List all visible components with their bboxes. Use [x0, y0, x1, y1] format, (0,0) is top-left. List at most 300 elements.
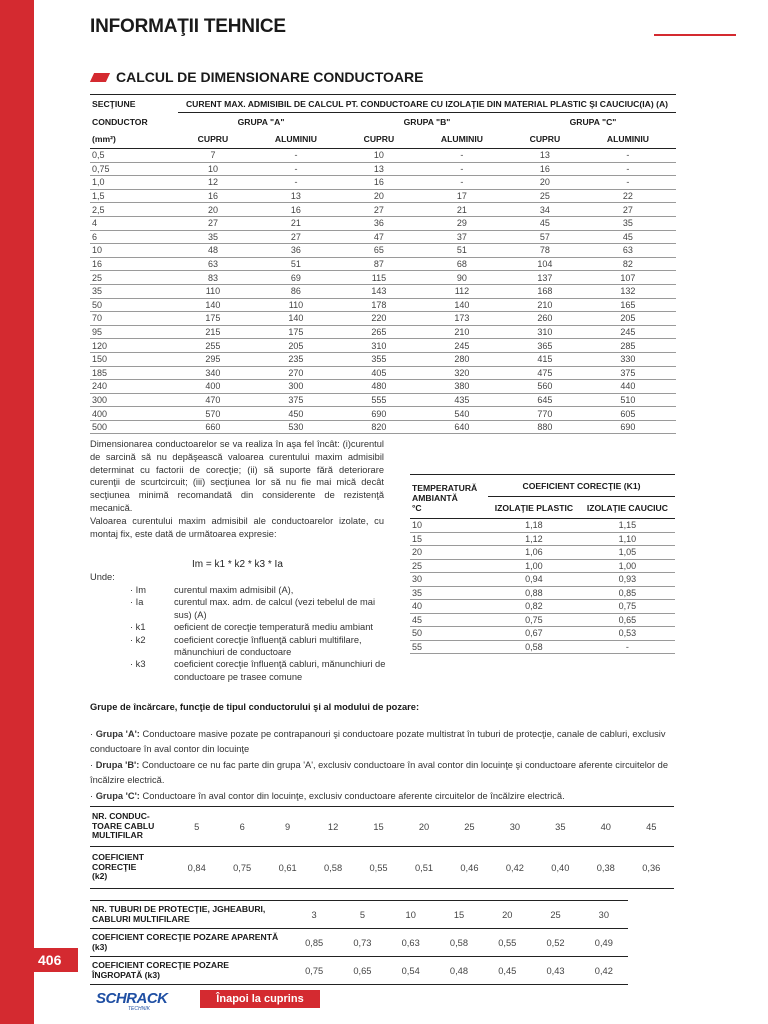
paragraph-2: Valoarea curentului maxim admisibil ale conductoarelor izolate, cu montaj fix, este dată de următoarea expresie: — [90, 515, 384, 539]
definition-text: oeficient de corecţie temperatură mediu ambiant — [174, 622, 373, 633]
table-cell: 45 — [510, 216, 580, 230]
table-cell: 0,49 — [580, 929, 628, 957]
table-cell: 50 — [410, 627, 488, 641]
definition-item — [130, 621, 390, 633]
table-cell: 10 — [344, 149, 414, 163]
table-cell: 20 — [178, 203, 248, 217]
table-cell: 178 — [344, 298, 414, 312]
table-cell: 29 — [414, 216, 510, 230]
table-cell: 1,10 — [580, 532, 675, 546]
table-cell: 470 — [178, 393, 248, 407]
k1-sub-header: IZOLAŢIE PLASTIC — [494, 502, 574, 513]
table-cell: 570 — [178, 407, 248, 421]
table-cell: 645 — [510, 393, 580, 407]
definition-item — [130, 584, 390, 596]
definition-text: coeficient corecţie înfluenţă cabluri multifilare, mănunchiuri de conductoare — [174, 634, 362, 658]
table-cell: 265 — [344, 325, 414, 339]
table-cell: 0,42 — [580, 957, 628, 985]
table-cell: 17 — [414, 189, 510, 203]
table-cell: 30 — [580, 901, 628, 929]
table-cell: 690 — [580, 420, 676, 434]
group-b-header: GRUPA "B" — [403, 116, 451, 127]
table-cell: 380 — [414, 380, 510, 394]
current-capacity-table — [90, 94, 676, 434]
table-cell: 240 — [90, 380, 178, 394]
group-a-text: Conductoare masive pozate pe contrapanouri şi conductoare pozate multistrat în tuburi de protecţie, canale de cabluri, exclusiv conductoare în aval contor din locuinţe — [90, 729, 666, 755]
table-cell: 375 — [580, 366, 676, 380]
table-cell: 25 — [410, 559, 488, 573]
table-cell: - — [580, 176, 676, 190]
table-cell: 0,58 — [488, 640, 580, 654]
table-cell: 0,94 — [488, 573, 580, 587]
table-cell: 0,61 — [265, 847, 310, 889]
table-cell: 48 — [178, 244, 248, 258]
k1-table — [410, 474, 675, 654]
definition-item — [130, 634, 390, 659]
table-cell: 0,5 — [90, 149, 178, 163]
table-cell: 37 — [414, 230, 510, 244]
table-cell: 112 — [414, 284, 510, 298]
group-c-text: Conductoare în aval contor din locuinţe, exclusiv conductoare aferente circuitelor de încălzire electrică. — [142, 790, 565, 801]
table-cell: 22 — [580, 189, 676, 203]
table-cell: 415 — [510, 352, 580, 366]
table-row — [410, 573, 675, 587]
table-cell: 110 — [248, 298, 344, 312]
table-cell: 400 — [90, 407, 178, 421]
table-cell: 36 — [344, 216, 414, 230]
table-cell: 143 — [344, 284, 414, 298]
table-cell: 365 — [510, 339, 580, 353]
table-row — [90, 420, 676, 434]
table-cell: 0,58 — [310, 847, 355, 889]
table-cell: 20 — [344, 189, 414, 203]
table-cell: 245 — [414, 339, 510, 353]
table-cell: 330 — [580, 352, 676, 366]
table-cell: 0,75 — [488, 613, 580, 627]
table-cell: 120 — [90, 339, 178, 353]
label-line: COEFICIENT — [92, 851, 145, 862]
table-row — [410, 627, 675, 641]
table-cell: 12 — [310, 807, 355, 847]
table-cell: 0,36 — [629, 847, 674, 889]
table-cell: 0,73 — [338, 929, 386, 957]
table-cell: 5 — [338, 901, 386, 929]
definition-symbol: · k2 — [130, 634, 146, 645]
table-cell: 0,75 — [219, 847, 264, 889]
table-cell: 210 — [414, 325, 510, 339]
table-cell: 1,12 — [488, 532, 580, 546]
table-cell: 45 — [580, 230, 676, 244]
paragraph-1: Dimensionarea conductoarelor se va realiza în aşa fel încât: (i)curentul de sarcină să nu depăşească valoarea curentului maxim admisibil determinat cu factorii de corecţie; (ii) să suporte fără deteriorare curenţii de scurtcircuit; (iii) secţiunea lor să nu fie mai mică decât secţiunea minimă recomandată din considerente de rezistenţă mecanică. — [90, 439, 384, 513]
label-line: ÎNGROPATĂ (k3) — [92, 969, 160, 980]
col-header-section-3: (mm²) — [90, 131, 178, 149]
table-row — [410, 613, 675, 627]
table-cell: 137 — [510, 271, 580, 285]
table-cell: 25 — [447, 807, 492, 847]
col-header-section-1: SECŢIUNE — [90, 95, 178, 113]
table-cell: - — [248, 162, 344, 176]
table-cell: 27 — [580, 203, 676, 217]
label-line: NR. CONDUC- — [92, 810, 150, 821]
table-cell: 173 — [414, 312, 510, 326]
table-row — [90, 257, 676, 271]
table-cell: 21 — [414, 203, 510, 217]
table-cell: 35 — [178, 230, 248, 244]
table-cell: 0,65 — [338, 957, 386, 985]
groups-list — [90, 727, 680, 804]
table-cell: 0,51 — [401, 847, 446, 889]
k1-top-header: COEFICIENT CORECŢIE (K1) — [488, 475, 675, 497]
table-row — [90, 298, 676, 312]
material-header: ALUMINIU — [248, 131, 344, 149]
group-c-label: Grupa 'C': — [95, 790, 140, 801]
table-cell: 90 — [414, 271, 510, 285]
table-cell: 0,43 — [531, 957, 579, 985]
table-cell: 0,82 — [488, 600, 580, 614]
table-row — [90, 284, 676, 298]
table-cell: 0,58 — [435, 929, 483, 957]
table-cell: 340 — [178, 366, 248, 380]
table-row — [90, 244, 676, 258]
table-cell: 4 — [90, 216, 178, 230]
group-c-item: · Grupa 'C': Conductoare în aval contor din locuinţe, exclusiv conductoare aferente circuitelor de încălzire electrică. — [90, 790, 565, 801]
table-cell: 175 — [178, 312, 248, 326]
table-row — [90, 230, 676, 244]
table-cell: 168 — [510, 284, 580, 298]
table-cell: 16 — [248, 203, 344, 217]
table-cell: 107 — [580, 271, 676, 285]
table-cell: 57 — [510, 230, 580, 244]
table-cell: - — [580, 162, 676, 176]
table-cell: 140 — [414, 298, 510, 312]
table-row — [90, 162, 676, 176]
definition-item — [130, 596, 390, 621]
k1-col-header — [410, 475, 488, 519]
table-row — [410, 640, 675, 654]
table-row — [410, 559, 675, 573]
table-cell: 0,40 — [538, 847, 583, 889]
table-cell: 1,18 — [488, 519, 580, 533]
table-cell: 0,85 — [580, 586, 675, 600]
table-cell: 82 — [580, 257, 676, 271]
table-cell: 0,42 — [492, 847, 537, 889]
group-c-header: GRUPA "C" — [569, 116, 617, 127]
table-cell: 30 — [410, 573, 488, 587]
table-cell: 1,06 — [488, 546, 580, 560]
table-cell: 640 — [414, 420, 510, 434]
table-cell: 69 — [248, 271, 344, 285]
table-cell: - — [580, 149, 676, 163]
table-cell: 320 — [414, 366, 510, 380]
table-cell: 1,15 — [580, 519, 675, 533]
k2-table — [90, 806, 674, 889]
k3-row-label — [90, 901, 290, 929]
table-cell: 13 — [510, 149, 580, 163]
table-cell: 40 — [583, 807, 628, 847]
table-cell: 27 — [178, 216, 248, 230]
table-cell: 820 — [344, 420, 414, 434]
table-row — [90, 176, 676, 190]
k2-row-label — [90, 847, 174, 889]
table-cell: 70 — [90, 312, 178, 326]
table-cell: - — [580, 640, 675, 654]
material-header: CUPRU — [510, 131, 580, 149]
group-b-item: · Drupa 'B': Conductoare ce nu fac parte din grupa 'A', exclusiv conductoare în aval contor din locuinţe şi conductoare aferente circuitelor de încălzire electrică. — [90, 759, 669, 786]
table-cell: 210 — [510, 298, 580, 312]
table-cell: 45 — [629, 807, 674, 847]
definition-symbol: · Im — [130, 585, 147, 595]
header-divider — [654, 34, 736, 36]
definition-text: coeficient corecţie înfluenţă cabluri, mănunchiuri de conductoare pe trasee comune — [174, 659, 386, 682]
table-cell: 405 — [344, 366, 414, 380]
table-cell: 6 — [219, 807, 264, 847]
label-line: (k2) — [92, 871, 108, 882]
table-cell: 440 — [580, 380, 676, 394]
table-cell: 1,00 — [488, 559, 580, 573]
table-cell: 9 — [265, 807, 310, 847]
table-cell: 300 — [90, 393, 178, 407]
table-row — [90, 352, 676, 366]
formula: Im = k1 * k2 * k3 * Ia — [192, 559, 283, 570]
table-cell: 605 — [580, 407, 676, 421]
page-title: INFORMAŢII TEHNICE — [90, 16, 286, 37]
table-row — [90, 380, 676, 394]
material-header: CUPRU — [178, 131, 248, 149]
material-header: ALUMINIU — [414, 131, 510, 149]
table-row — [90, 366, 676, 380]
definition-symbol: · Ia — [130, 597, 144, 608]
table-cell: 15 — [410, 532, 488, 546]
k1-col-header-line: TEMPERATURĂ — [412, 482, 478, 493]
table-cell: 87 — [344, 257, 414, 271]
table-cell: 36 — [248, 244, 344, 258]
table-cell: 0,55 — [483, 929, 531, 957]
logo-subtext: TECHNIK — [128, 1006, 150, 1012]
table-cell: 480 — [344, 380, 414, 394]
table-row — [90, 325, 676, 339]
table-cell: 260 — [510, 312, 580, 326]
group-b-text: Conductoare ce nu fac parte din grupa 'A', exclusiv conductoare în aval contor din locuinţe şi conductoare aferente circuitelor de încălzire electrică. — [90, 759, 669, 786]
table-cell: 51 — [248, 257, 344, 271]
table-cell: 27 — [344, 203, 414, 217]
definition-item — [130, 658, 390, 683]
definition-symbol: · k1 — [130, 622, 146, 633]
table-cell: 355 — [344, 352, 414, 366]
table-cell: 13 — [344, 162, 414, 176]
table-cell: 560 — [510, 380, 580, 394]
k3-table — [90, 900, 628, 985]
table-cell: 35 — [90, 284, 178, 298]
k3-row-label — [90, 929, 290, 957]
table-cell: 68 — [414, 257, 510, 271]
table-row — [90, 216, 676, 230]
table-cell: - — [414, 176, 510, 190]
table-row — [90, 312, 676, 326]
table-row — [90, 407, 676, 421]
group-a-header: GRUPA "A" — [237, 116, 285, 127]
table-cell: 7 — [178, 149, 248, 163]
table-cell: 770 — [510, 407, 580, 421]
table-row — [410, 532, 675, 546]
label-line: CORECŢIE — [92, 861, 137, 872]
table-cell: 140 — [248, 312, 344, 326]
logo-text: SCHRACK — [96, 990, 168, 1007]
table-cell: 35 — [410, 586, 488, 600]
group-b-label: Drupa 'B': — [95, 759, 140, 770]
table-row — [90, 189, 676, 203]
table-cell: 285 — [580, 339, 676, 353]
table-cell: 1,0 — [90, 176, 178, 190]
definition-text: curentul maxim admisibil (A), — [174, 585, 294, 595]
table-cell: 65 — [344, 244, 414, 258]
table-cell: 205 — [580, 312, 676, 326]
table-cell: 0,75 — [90, 162, 178, 176]
table-cell: 78 — [510, 244, 580, 258]
table-cell: 5 — [174, 807, 219, 847]
table-cell: 0,48 — [435, 957, 483, 985]
table-cell: 12 — [178, 176, 248, 190]
table-cell: 20 — [410, 546, 488, 560]
table-row — [90, 339, 676, 353]
k1-col-header-line: AMBIANTĂ — [412, 492, 458, 503]
table-row — [410, 546, 675, 560]
table-cell: 55 — [410, 640, 488, 654]
table-cell: 13 — [248, 189, 344, 203]
table-cell: 0,84 — [174, 847, 219, 889]
table-cell: 30 — [492, 807, 537, 847]
table-cell: 16 — [90, 257, 178, 271]
table-cell: 0,85 — [290, 929, 338, 957]
page-number: 406 — [0, 948, 78, 972]
table-cell: 0,52 — [531, 929, 579, 957]
table-cell: 15 — [435, 901, 483, 929]
table-cell: 51 — [414, 244, 510, 258]
table-cell: - — [414, 149, 510, 163]
col-header-current: CURENT MAX. ADMISIBIL DE CALCUL PT. CONDUCTOARE CU IZOLAŢIE DIN MATERIAL PLASTIC ŞI CAUCIUC(IA) (A) — [178, 95, 676, 113]
table-cell: 0,67 — [488, 627, 580, 641]
table-cell: 27 — [248, 230, 344, 244]
table-cell: 1,00 — [580, 559, 675, 573]
table-cell: 6 — [90, 230, 178, 244]
table-cell: 235 — [248, 352, 344, 366]
label-line: CABLURI MULTIFILARE — [92, 913, 190, 924]
table-cell: 0,38 — [583, 847, 628, 889]
table-cell: 15 — [356, 807, 401, 847]
table-cell: 0,65 — [580, 613, 675, 627]
table-row — [90, 203, 676, 217]
label-line: MULTIFILAR — [92, 830, 143, 841]
table-cell: 50 — [90, 298, 178, 312]
table-cell: 660 — [178, 420, 248, 434]
table-cell: 255 — [178, 339, 248, 353]
k1-sub-header: IZOLAŢIE CAUCIUC — [586, 502, 668, 513]
table-row — [90, 149, 676, 163]
table-cell: 165 — [580, 298, 676, 312]
label-line: NR. TUBURI DE PROTECŢIE, JGHEABURI, — [92, 903, 266, 914]
section-bullet-icon — [90, 73, 110, 82]
label-line: (k3) — [92, 941, 108, 952]
table-cell: 86 — [248, 284, 344, 298]
table-row — [90, 271, 676, 285]
section-title — [90, 69, 424, 85]
definition-symbol: · k3 — [130, 659, 146, 670]
table-cell: 245 — [580, 325, 676, 339]
table-cell: 63 — [178, 257, 248, 271]
table-cell: 2,5 — [90, 203, 178, 217]
table-cell: 1,05 — [580, 546, 675, 560]
k3-row-label — [90, 957, 290, 985]
table-cell: 310 — [344, 339, 414, 353]
table-cell: 63 — [580, 244, 676, 258]
table-cell: 95 — [90, 325, 178, 339]
table-cell: 132 — [580, 284, 676, 298]
table-cell: 83 — [178, 271, 248, 285]
table-cell: 400 — [178, 380, 248, 394]
table-cell: 0,75 — [580, 600, 675, 614]
table-cell: 16 — [344, 176, 414, 190]
table-cell: 185 — [90, 366, 178, 380]
table-cell: 450 — [248, 407, 344, 421]
table-cell: 0,54 — [387, 957, 435, 985]
table-cell: 45 — [410, 613, 488, 627]
table-cell: 205 — [248, 339, 344, 353]
table-cell: 25 — [531, 901, 579, 929]
table-cell: 115 — [344, 271, 414, 285]
table-cell: 0,46 — [447, 847, 492, 889]
col-header-section-2: CONDUCTOR — [92, 116, 148, 127]
table-cell: 0,93 — [580, 573, 675, 587]
table-cell: 435 — [414, 393, 510, 407]
table-cell: 25 — [510, 189, 580, 203]
table-cell: 150 — [90, 352, 178, 366]
section-title-text: CALCUL DE DIMENSIONARE CONDUCTOARE — [116, 69, 424, 85]
table-cell: 280 — [414, 352, 510, 366]
explanation-text — [90, 438, 384, 540]
group-a-item: · Grupa 'A': Conductoare masive pozate pe contrapanouri şi conductoare pozate multistrat în tuburi de protecţie, canale de cabluri, exclusiv conductoare în aval contor din locuinţe — [90, 729, 666, 755]
material-header: CUPRU — [344, 131, 414, 149]
material-header: ALUMINIU — [580, 131, 676, 149]
table-cell: 690 — [344, 407, 414, 421]
table-cell: 20 — [510, 176, 580, 190]
table-row — [90, 393, 676, 407]
table-cell: 21 — [248, 216, 344, 230]
k2-row-label — [90, 807, 174, 847]
table-cell: 0,53 — [580, 627, 675, 641]
table-cell: 0,55 — [356, 847, 401, 889]
table-cell: 880 — [510, 420, 580, 434]
back-to-contents-button[interactable]: Înapoi la cuprins — [200, 990, 320, 1008]
table-cell: 16 — [510, 162, 580, 176]
table-row — [410, 586, 675, 600]
table-cell: 10 — [178, 162, 248, 176]
label-line: COEFICIENT CORECŢIE POZARE — [92, 959, 230, 970]
table-cell: 0,45 — [483, 957, 531, 985]
label-line: TOARE CABLU — [92, 820, 155, 831]
table-cell: 270 — [248, 366, 344, 380]
table-row — [410, 519, 675, 533]
table-cell: - — [248, 176, 344, 190]
groups-title: Grupe de încărcare, funcţie de tipul conductorului şi al modului de pozare: — [90, 702, 420, 712]
table-cell: 0,75 — [290, 957, 338, 985]
table-cell: 10 — [90, 244, 178, 258]
red-sidebar — [0, 0, 34, 1024]
label-line: COEFICIENT CORECŢIE POZARE APARENTĂ — [92, 931, 279, 942]
table-cell: 110 — [178, 284, 248, 298]
table-cell: 3 — [290, 901, 338, 929]
table-cell: 375 — [248, 393, 344, 407]
table-cell: 500 — [90, 420, 178, 434]
table-cell: 215 — [178, 325, 248, 339]
